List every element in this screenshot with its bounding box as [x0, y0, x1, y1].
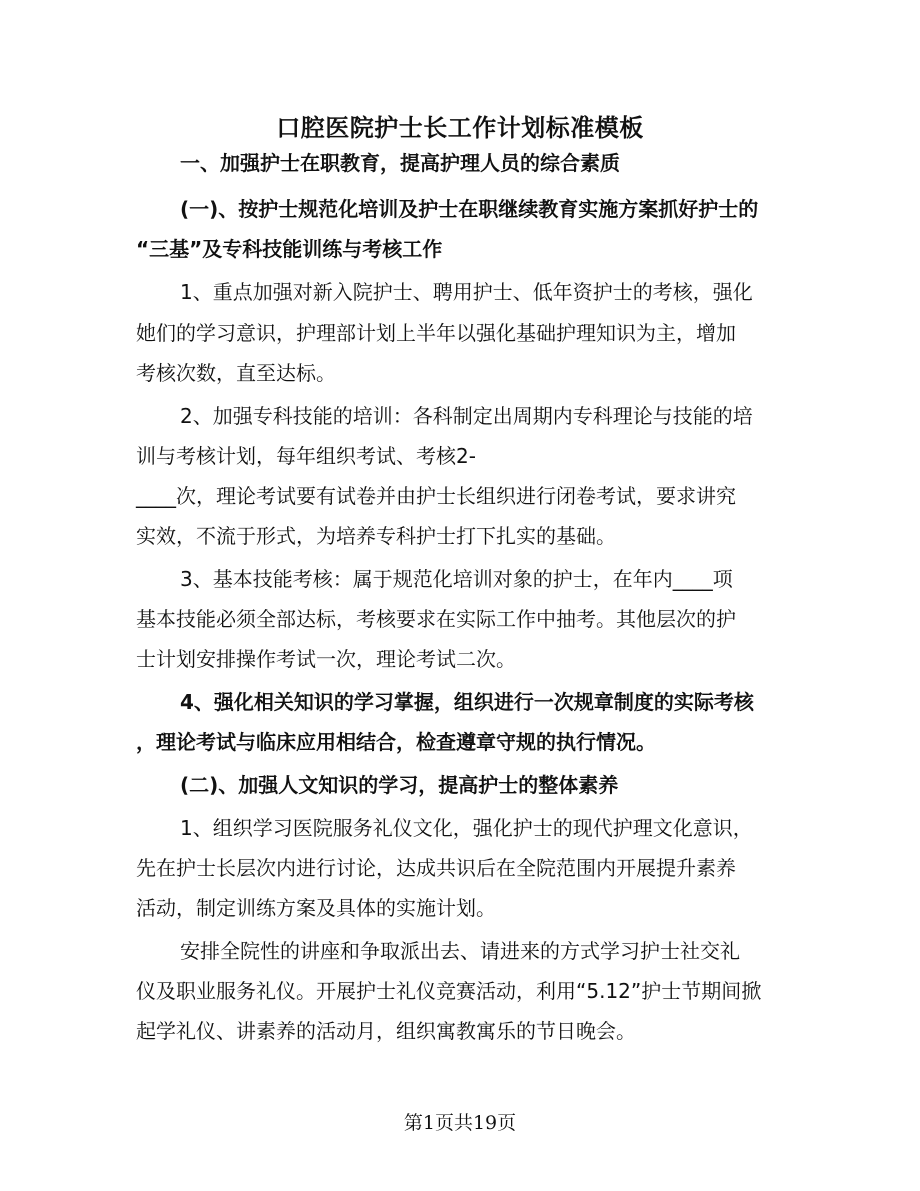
paragraph-line: 实效，不流于形式，为培养专科护士打下扎实的基础。	[136, 524, 616, 548]
subsection-heading: (一)、按护士规范化培训及护士在职继续教育实施方案抓好护士的	[180, 197, 759, 221]
paragraph-line: 她们的学习意识，护理部计划上半年以强化基础护理知识为主，增加	[136, 321, 736, 345]
paragraph-line: ____次，理论考试要有试卷并由护士长组织进行闭卷考试，要求讲究	[136, 484, 736, 508]
section-heading: 一、加强护士在职教育，提高护理人员的综合素质	[180, 151, 620, 175]
paragraph-line: 先在护士长层次内进行讨论，达成共识后在全院范围内开展提升素养	[136, 856, 736, 880]
paragraph-line-bold: 4、强化相关知识的学习掌握，组织进行一次规章制度的实际考核	[180, 690, 754, 714]
paragraph-line: 活动，制定训练方案及具体的实施计划。	[136, 896, 496, 920]
paragraph-line: 安排全院性的讲座和争取派出去、请进来的方式学习护士社交礼	[180, 939, 740, 963]
paragraph-line: 3、基本技能考核：属于规范化培训对象的护士，在年内____项	[180, 567, 733, 591]
document-title: 口腔医院护士长工作计划标准模板	[276, 114, 644, 142]
paragraph-line: 1、重点加强对新入院护士、聘用护士、低年资护士的考核，强化	[180, 280, 753, 304]
page-number-footer: 第1页共19页	[403, 1112, 517, 1134]
paragraph-line: 1、组织学习医院服务礼仪文化，强化护士的现代护理文化意识，	[180, 816, 753, 840]
paragraph-line: 考核次数，直至达标。	[136, 361, 336, 385]
paragraph-line: 2、加强专科技能的培训：各科制定出周期内专科理论与技能的培	[180, 404, 753, 428]
paragraph-line: 士计划安排操作考试一次，理论考试二次。	[136, 647, 516, 671]
paragraph-line: 训与考核计划，每年组织考试、考核2-	[136, 444, 476, 468]
paragraph-line-bold: ，理论考试与临床应用相结合，检查遵章守规的执行情况。	[136, 730, 656, 754]
paragraph-line: 仪及职业服务礼仪。开展护士礼仪竞赛活动，利用“5.12”护士节期间掀	[136, 979, 762, 1003]
subsection-heading: (二)、加强人文知识的学习，提高护士的整体素养	[180, 773, 619, 797]
subsection-heading-cont: “三基”及专科技能训练与考核工作	[136, 237, 443, 261]
paragraph-line: 基本技能必须全部达标，考核要求在实际工作中抽考。其他层次的护	[136, 607, 736, 631]
paragraph-line: 起学礼仪、讲素养的活动月，组织寓教寓乐的节日晚会。	[136, 1019, 636, 1043]
